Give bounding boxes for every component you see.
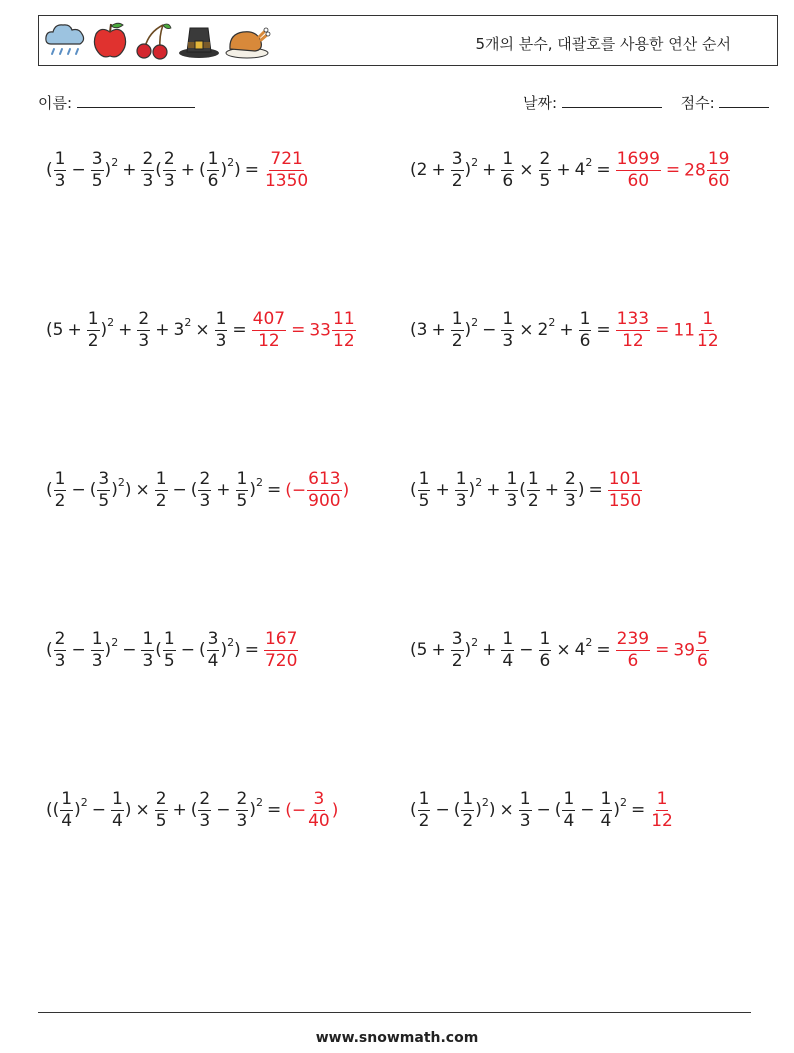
- answer-4: $\frac{133}{12}$ = 11 $\frac{1}{12}$: [616, 308, 719, 351]
- footer-url[interactable]: www.snowmath.com: [315, 1030, 479, 1046]
- name-label: 이름:: [38, 94, 73, 112]
- pilgrim-hat-icon: [177, 20, 221, 60]
- date-blank: [562, 93, 662, 108]
- score-label: 점수:: [680, 94, 715, 112]
- footer-divider: [38, 1012, 751, 1013]
- problem-7: ( $\frac{2}{3}$ − $\frac{1}{3}$ ) $^2$ − $\frac{1}{3}$ ( $\frac{1}{5}$ − ( $\frac{3}{4}$ ) $^2$ ) = $\frac{167}{720}$: [46, 628, 298, 671]
- answer-8: $\frac{239}{6}$ = 39 $\frac{5}{6}$: [616, 628, 708, 671]
- cherries-icon: [133, 20, 173, 60]
- answer-1: $\frac{721}{1350}$: [264, 148, 309, 191]
- problem-8: (5 + $\frac{3}{2}$ ) $^2$ + $\frac{1}{4}$ − $\frac{1}{6}$ × 4 $^2$ = $\frac{239}{6}$ = 39 $\frac{5}{6}$: [410, 628, 708, 671]
- answer-2: $\frac{1699}{60}$ = 28 $\frac{19}{60}$: [616, 148, 730, 191]
- answer-9: (− $\frac{3}{40}$ ): [285, 788, 339, 831]
- answer-3: $\frac{407}{12}$ = 33 $\frac{11}{12}$: [252, 308, 355, 351]
- problem-5: ( $\frac{1}{2}$ − ( $\frac{3}{5}$ ) $^2$ ) × $\frac{1}{2}$ − ( $\frac{2}{3}$ + $\frac{1}{5}$ ) $^2$ = (− $\frac{613}{900}$ ): [46, 468, 350, 511]
- problem-2: (2 + $\frac{3}{2}$ ) $^2$ + $\frac{1}{6}$ × $\frac{2}{5}$ + 4 $^2$ = $\frac{1699}{60}$ = 28 $\frac{19}{60}$: [410, 148, 730, 191]
- name-blank: [77, 93, 195, 108]
- rain-cloud-icon: [43, 20, 87, 60]
- header-box: [38, 15, 778, 66]
- problem-9: (( $\frac{1}{4}$ ) $^2$ − $\frac{1}{4}$ ) × $\frac{2}{5}$ + ( $\frac{2}{3}$ − $\frac{2}{3}$ ) $^2$ = (− $\frac{3}{40}$ ): [46, 788, 339, 831]
- name-field: [38, 92, 195, 113]
- problem-1: ( $\frac{1}{3}$ − $\frac{3}{5}$ ) $^2$ + $\frac{2}{3}$ ( $\frac{2}{3}$ + ( $\frac{1}{6}$ ) $^2$ ) = $\frac{721}{1350}$: [46, 148, 309, 191]
- worksheet-title: 5개의 분수, 대괄호를 사용한 연산 순서: [475, 35, 731, 53]
- roast-turkey-icon: [225, 20, 271, 60]
- score-blank: [719, 93, 769, 108]
- answer-10: $\frac{1}{12}$: [651, 788, 673, 831]
- header-icons: [43, 20, 271, 60]
- problem-10: ( $\frac{1}{2}$ − ( $\frac{1}{2}$ ) $^2$ ) × $\frac{1}{3}$ − ( $\frac{1}{4}$ − $\frac{1}{4}$ ) $^2$ = $\frac{1}{12}$: [410, 788, 673, 831]
- problem-4: (3 + $\frac{1}{2}$ ) $^2$ − $\frac{1}{3}$ × 2 $^2$ + $\frac{1}{6}$ = $\frac{133}{12}$ = 11 $\frac{1}{12}$: [410, 308, 719, 351]
- apple-icon: [91, 20, 129, 60]
- answer-7: $\frac{167}{720}$: [264, 628, 298, 671]
- date-label: 날짜:: [523, 94, 558, 112]
- answer-5: (− $\frac{613}{900}$ ): [285, 468, 350, 511]
- date-field: [523, 92, 769, 113]
- problem-6: ( $\frac{1}{5}$ + $\frac{1}{3}$ ) $^2$ + $\frac{1}{3}$ ( $\frac{1}{2}$ + $\frac{2}{3}$ ) = $\frac{101}{150}$: [410, 468, 642, 511]
- problem-3: (5 + $\frac{1}{2}$ ) $^2$ + $\frac{2}{3}$ + 3 $^2$ × $\frac{1}{3}$ = $\frac{407}{12}$ = 33 $\frac{11}{12}$: [46, 308, 355, 351]
- answer-6: $\frac{101}{150}$: [608, 468, 642, 511]
